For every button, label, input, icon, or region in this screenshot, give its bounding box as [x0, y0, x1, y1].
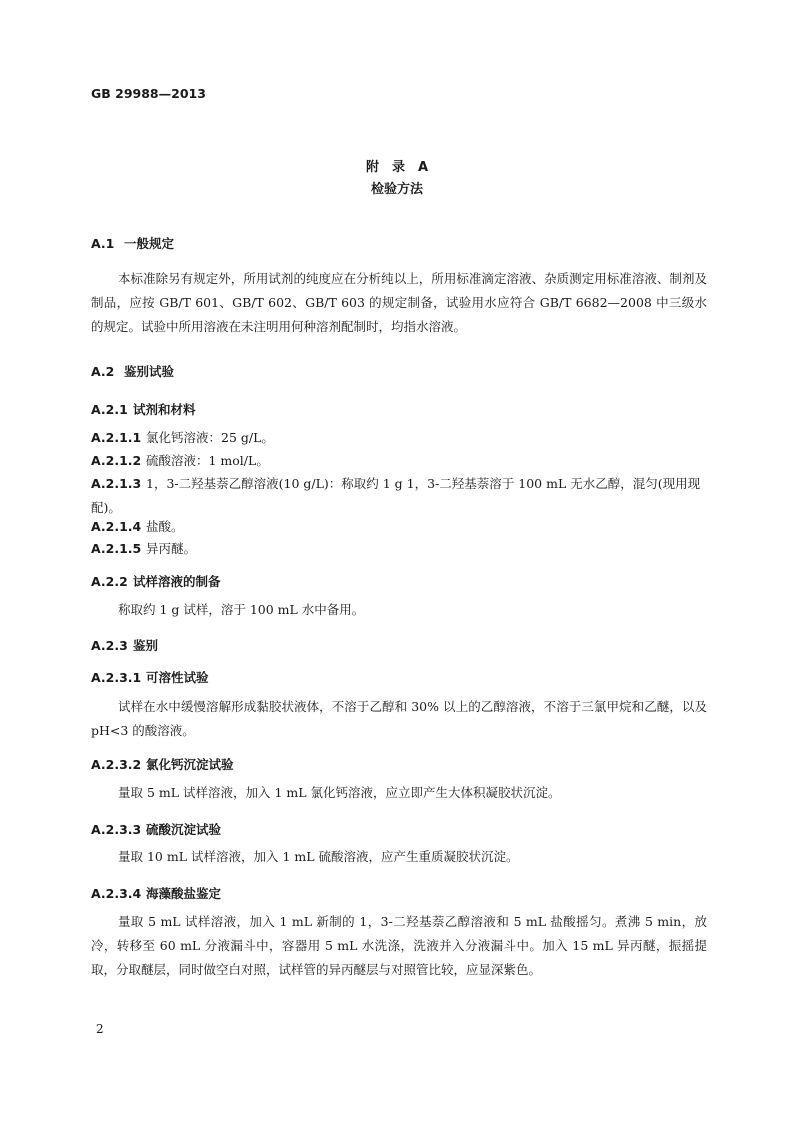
- appendix-label: 附 录 A: [365, 160, 429, 175]
- section-a231-text: 试样在水中缓慢溶解形成黏胶状液体，不溶于乙醇和 30% 以上的乙醇溶液，不溶于三氯甲烷和乙醚，以及 pH<3 的酸溶液。: [91, 699, 707, 738]
- section-a232-text: 量取 5 mL 试样溶液，加入 1 mL 氯化钙溶液，应立即产生大体积凝胶状沉淀。: [118, 785, 561, 800]
- section-number: A.2.2: [91, 574, 128, 589]
- item-a214: [91, 515, 707, 539]
- section-title: 硫酸沉淀试验: [146, 822, 222, 837]
- section-a2-heading: [91, 362, 174, 380]
- section-title: 海藻酸盐鉴定: [146, 886, 222, 901]
- section-title: 一般规定: [124, 236, 175, 251]
- section-title: 鉴别: [133, 638, 159, 653]
- section-number: A.2.3.4: [91, 886, 142, 901]
- section-number: A.2.3.1: [91, 670, 142, 685]
- item-text: 氯化钙溶液：25 g/L。: [146, 430, 274, 445]
- section-a21-heading: [91, 400, 196, 418]
- item-text: 1，3-二羟基萘乙醇溶液(10 g/L)：称取约 1 g 1，3-二羟基萘溶于 100 mL 无水乙醇，混匀(现用现配)。: [91, 476, 701, 515]
- section-number: A.2.3: [91, 638, 128, 653]
- section-number: A.2.1: [91, 402, 128, 417]
- item-a213: [91, 472, 707, 520]
- section-a233-text: 量取 10 mL 试样溶液，加入 1 mL 硫酸溶液，应产生重质凝胶状沉淀。: [118, 849, 519, 864]
- section-title: 鉴别试验: [124, 364, 175, 379]
- section-a1-heading: [91, 234, 174, 252]
- section-a22-heading: [91, 572, 221, 590]
- section-number: A.1: [91, 236, 115, 251]
- item-number: A.2.1.3: [91, 476, 142, 491]
- section-a232-heading: [91, 755, 234, 773]
- section-title: 试剂和材料: [133, 402, 196, 417]
- section-title: 试样溶液的制备: [133, 574, 221, 589]
- section-number: A.2.3.2: [91, 757, 142, 772]
- appendix-title: 检验方法: [370, 182, 423, 197]
- section-title: 可溶性试验: [146, 670, 209, 685]
- item-text: 硫酸溶液：1 mol/L。: [146, 453, 269, 468]
- item-a211: [91, 426, 707, 450]
- section-number: A.2: [91, 364, 115, 379]
- section-a231-heading: [91, 668, 209, 686]
- section-a233-heading: [91, 820, 221, 838]
- section-title: 氯化钙沉淀试验: [146, 757, 234, 772]
- item-text: 盐酸。: [146, 519, 184, 534]
- section-a234-text: 量取 5 mL 试样溶液，加入 1 mL 新制的 1，3-二羟基萘乙醇溶液和 5 mL 盐酸摇匀。煮沸 5 min，放冷，转移至 60 mL 分液漏斗中，容器用 5 mL 水洗涤，洗液并入分液漏斗中。加入 15 mL 异丙醚，振摇提取，分取醚层，同时做空白对照，试样管的异丙醚层与对照管比较，应显深紫色。: [91, 914, 707, 977]
- section-number: A.2.3.3: [91, 822, 142, 837]
- item-a212: [91, 449, 707, 473]
- item-number: A.2.1.2: [91, 453, 142, 468]
- item-text: 异丙醚。: [146, 541, 197, 556]
- item-a215: [91, 537, 707, 561]
- section-a234-heading: [91, 884, 221, 902]
- section-a22-text: 称取约 1 g 试样，溶于 100 mL 水中备用。: [118, 602, 365, 617]
- section-a1-text: 本标准除另有规定外，所用试剂的纯度应在分析纯以上，所用标准滴定溶液、杂质测定用标准溶液、制剂及制品，应按 GB/T 601、GB/T 602、GB/T 603 的规定制备，试验用水应符合 GB/T 6682—2008 中三级水的规定。试验中所用溶液在未注明用何种溶剂配制时，均指水溶液。: [91, 271, 707, 334]
- page-number: 2: [96, 1022, 104, 1036]
- section-a23-heading: [91, 636, 158, 654]
- item-number: A.2.1.5: [91, 541, 142, 556]
- item-number: A.2.1.4: [91, 519, 142, 534]
- standard-code: GB 29988—2013: [91, 86, 206, 101]
- item-number: A.2.1.1: [91, 430, 142, 445]
